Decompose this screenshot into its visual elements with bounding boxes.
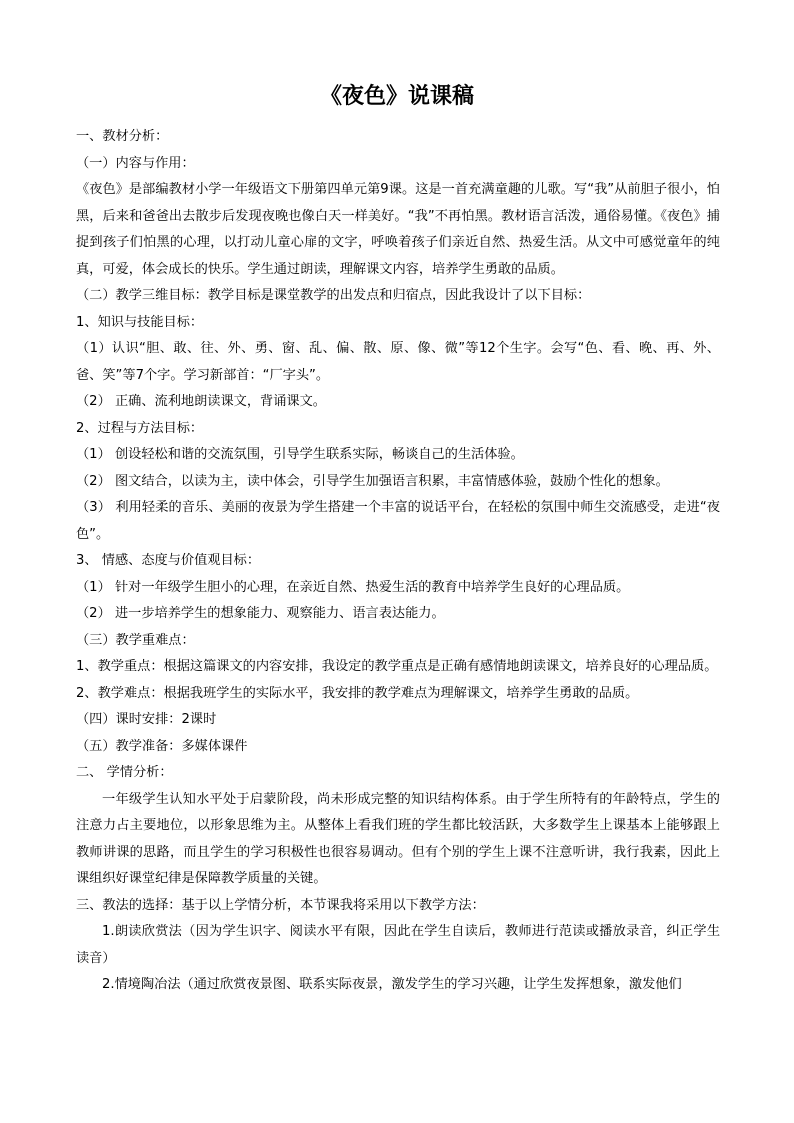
paragraph: （1）认识“胆、敢、往、外、勇、窗、乱、偏、散、原、像、微”等12个生字。会写“色、看、晚、再、外、爸、笑”等7个字。学习新部首：“厂字头”。 — [76, 341, 720, 383]
paragraph: 《夜色》是部编教材小学一年级语文下册第四单元第9课。这是一首充满童趣的儿歌。写“我”从前胆子很小，怕黑，后来和爸爸出去散步后发现夜晚也像白天一样美好。“我”不再怕黑。教材语言活泼，通俗易懂。《夜色》捕捉到孩子们怕黑的心理，以打动儿童心扉的文字，呼唤着孩子们亲近自然、热爱生活。从文中可感觉童年的纯真，可爱，体会成长的快乐。学生通过朗读，理解课文内容，培养学生勇敢的品质。 — [76, 182, 720, 277]
paragraph: 一年级学生认知水平处于启蒙阶段，尚未形成完整的知识结构体系。由于学生所特有的年龄特点，学生的注意力占主要地位，以形象思维为主。从整体上看我们班的学生都比较活跃，大多数学生上课基本上能够跟上教师讲课的思路，而且学生的学习积极性也很容易调动。但有个别的学生上课不注意听讲，我行我素，因此上课组织好课堂纪律是保障教学质量的关键。 — [76, 791, 720, 886]
paragraph: （2） 进一步培养学生的想象能力、观察能力、语言表达能力。 — [76, 606, 445, 621]
paragraph: 二、 学情分析： — [76, 765, 173, 780]
paragraph: （1） 针对一年级学生胆小的心理，在亲近自然、热爱生活的教育中培养学生良好的心理品质。 — [76, 579, 630, 595]
paragraph: （1） 创设轻松和谐的交流氛围，引导学生联系实际，畅谈自己的生活体验。 — [76, 447, 524, 462]
paragraph: 2、过程与方法目标： — [76, 420, 204, 436]
document-title: 《夜色》说课稿 — [319, 84, 474, 109]
paragraph: （3） 利用轻柔的音乐、美丽的夜景为学生搭建一个丰富的说话平台，在轻松的氛围中师生交流感受，走进“夜色”。 — [76, 500, 720, 542]
paragraph: （五）教学准备：多媒体课件 — [76, 738, 248, 754]
paragraph: 2.情境陶冶法（通过欣赏夜景图、联系实际夜景，激发学生的学习兴趣，让学生发挥想象，激发他们 — [102, 977, 682, 992]
paragraph: （2） 正确、流利地朗读课文，背诵课文。 — [76, 394, 326, 409]
paragraph: 1.朗读欣赏法（因为学生识字、阅读水平有限，因此在学生自读后，教师进行范读或播放录音，纠正学生读音） — [76, 924, 720, 966]
paragraph: 三、教法的选择：基于以上学情分析，本节课我将采用以下教学方法： — [76, 897, 485, 913]
paragraph: （三）教学重难点： — [76, 632, 195, 648]
document-body — [76, 124, 720, 999]
paragraph: 一、教材分析： — [76, 129, 169, 144]
paragraph: （一）内容与作用： — [76, 155, 195, 171]
paragraph: （二）教学三维目标：教学目标是课堂教学的出发点和归宿点，因此我设计了以下目标： — [76, 288, 591, 303]
paragraph: （四）课时安排：2课时 — [76, 712, 217, 727]
paragraph: （2） 图文结合，以读为主，读中体会，引导学生加强语言积累，丰富情感体验，鼓励个性化的想象。 — [76, 473, 669, 489]
paragraph: 3、 情感、态度与价值观目标： — [76, 553, 261, 568]
paragraph: 1、教学重点：根据这篇课文的内容安排，我设定的教学重点是正确有感情地朗读课文，培养良好的心理品质。 — [76, 659, 718, 674]
paragraph: 2、教学难点：根据我班学生的实际水平，我安排的教学难点为理解课文，培养学生勇敢的品质。 — [76, 685, 639, 701]
paragraph: 1、知识与技能目标： — [76, 314, 204, 330]
